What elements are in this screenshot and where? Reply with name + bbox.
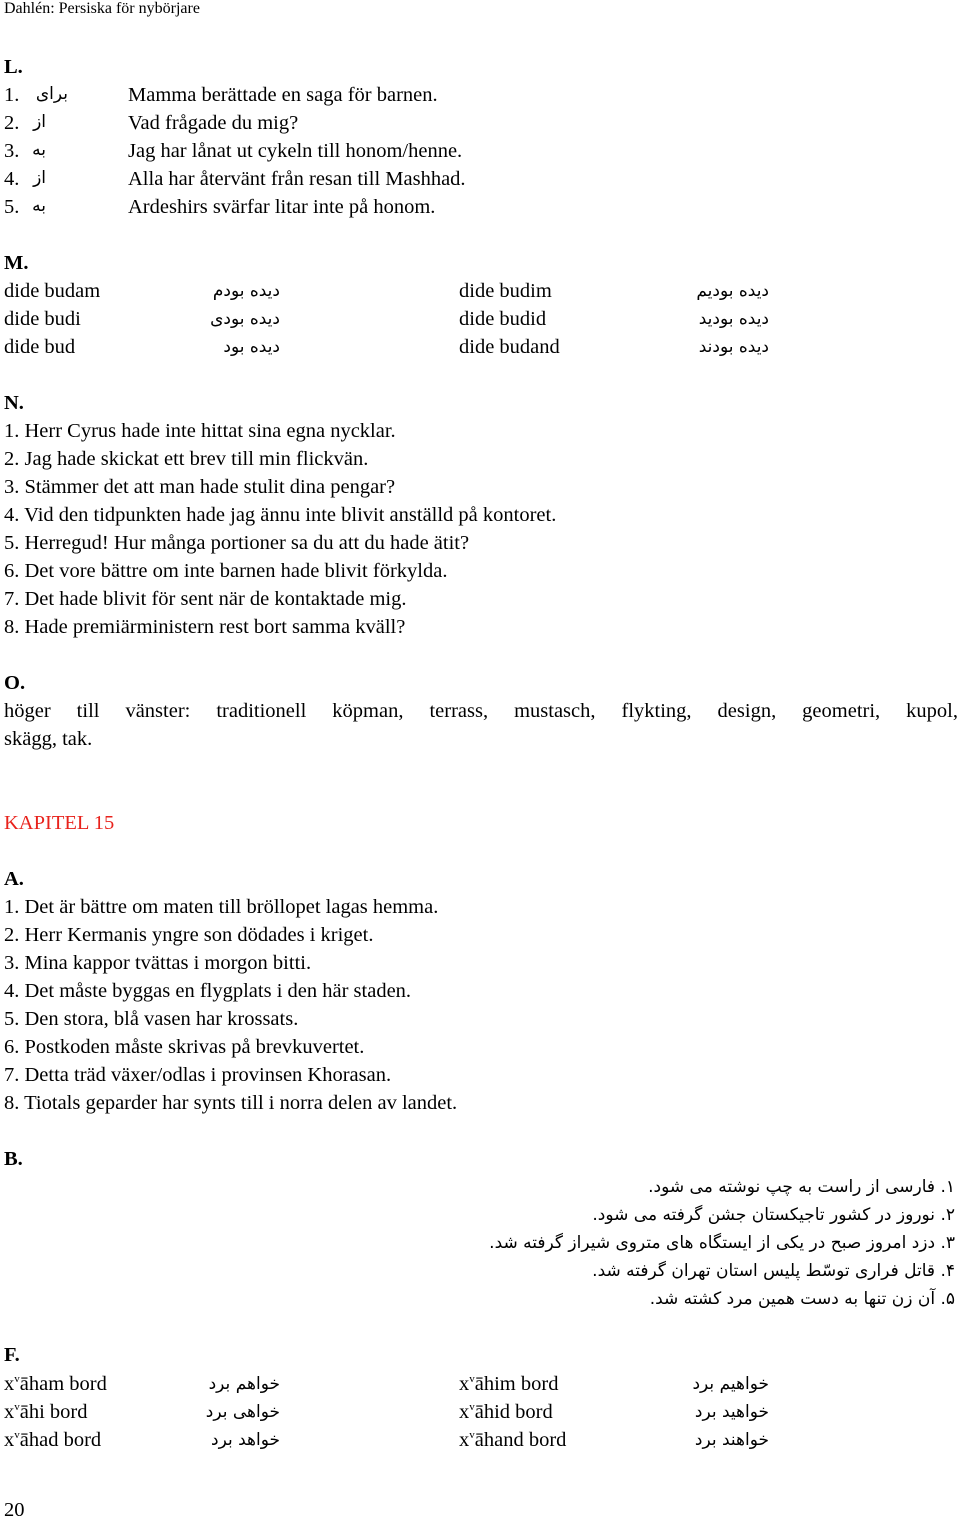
list-item: 2. Jag hade skickat ett brev till min flickvän. (4, 448, 369, 470)
section-title-n: N. (4, 392, 24, 414)
section-title-a: A. (4, 868, 24, 890)
persian-sentence: ۱. فارسی از راست به چپ نوشته می شود. (648, 1177, 955, 1197)
list-item: 8. Hade premiärministern rest bort samma kväll? (4, 616, 406, 638)
paragraph-line: skägg, tak. (4, 728, 93, 750)
transliteration: dide budim (459, 280, 552, 302)
section-title-f: F. (4, 1344, 20, 1366)
persian-verb: خواهیم برد (692, 1374, 769, 1394)
list-item: 8. Tiotals geparder har synts till i norra delen av landet. (4, 1092, 458, 1114)
list-item: 6. Det vore bättre om inte barnen hade blivit förkylda. (4, 560, 448, 582)
transliteration: dide budam (4, 280, 101, 302)
list-item: 4. Vid den tidpunkten hade jag ännu inte blivit anställd på kontoret. (4, 504, 557, 526)
list-item: 7. Det hade blivit för sent när de kontaktade mig. (4, 588, 407, 610)
list-item: 7. Detta träd växer/odlas i provinsen Khorasan. (4, 1064, 392, 1086)
list-item-text: Jag har lånat ut cykeln till honom/henne. (128, 140, 463, 162)
running-header: Dahlén: Persiska för nybörjare (4, 0, 200, 17)
persian-verb: خواهد برد (211, 1430, 280, 1450)
persian-verb: دیده بودی (210, 309, 280, 329)
list-item-number: 4. (4, 168, 20, 190)
list-item: 4. Det måste byggas en flygplats i den här staden. (4, 980, 412, 1002)
persian-verb: دیده بود (223, 337, 280, 357)
persian-sentence: ۲. نوروز در کشور تاجیکستان جشن گرفته می شود. (592, 1205, 955, 1225)
paragraph-line: höger till vänster: traditionell köpman, terrass, mustasch, flykting, design, geometri, kupol, (4, 700, 958, 722)
list-item-text: Alla har återvänt från resan till Mashhad. (128, 168, 466, 190)
section-title-o: O. (4, 672, 26, 694)
persian-sentence: ۴. قاتل فراری توسّط پلیس استان تهران گرفته شد. (592, 1261, 955, 1281)
section-title-m: M. (4, 252, 29, 274)
persian-preposition: از (33, 112, 46, 132)
persian-sentence: ۵. آن زن تنها به دست همین مرد کشته شد. (649, 1289, 955, 1309)
list-item: 3. Mina kappor tvättas i morgon bitti. (4, 952, 312, 974)
transliteration: dide budand (459, 336, 560, 358)
list-item: 5. Den stora, blå vasen har krossats. (4, 1008, 299, 1030)
list-item: 5. Herregud! Hur många portioner sa du att du hade ätit? (4, 532, 470, 554)
transliteration: $x^vāhad$ bord (4, 1429, 102, 1451)
list-item-number: 2. (4, 112, 20, 134)
list-item: 1. Herr Cyrus hade inte hittat sina egna nycklar. (4, 420, 396, 442)
persian-preposition: برای (35, 84, 68, 104)
list-item-text: Ardeshirs svärfar litar inte på honom. (128, 196, 436, 218)
list-item: 1. Det är bättre om maten till bröllopet lagas hemma. (4, 896, 439, 918)
persian-preposition: از (33, 168, 46, 188)
persian-verb: خواهید برد (694, 1402, 769, 1422)
list-item: 3. Stämmer det att man hade stulit dina pengar? (4, 476, 396, 498)
transliteration: $x^vāhim$ bord (459, 1373, 559, 1395)
transliteration: $x^vāhand$ bord (459, 1429, 567, 1451)
persian-verb: خواهی برد (205, 1402, 280, 1422)
transliteration: dide budid (459, 308, 547, 330)
chapter-heading: KAPITEL 15 (4, 812, 115, 834)
transliteration: dide bud (4, 336, 76, 358)
persian-verb: دیده بودید (698, 309, 769, 329)
section-title-b: B. (4, 1148, 23, 1170)
list-item-number: 5. (4, 196, 20, 218)
list-item: 6. Postkoden måste skrivas på brevkuvertet. (4, 1036, 365, 1058)
persian-preposition: به (32, 140, 46, 160)
persian-preposition: به (32, 196, 46, 216)
page-number: 20 (4, 1499, 25, 1521)
transliteration: $x^vāhi$ bord (4, 1401, 88, 1423)
persian-verb: دیده بودند (698, 337, 769, 357)
transliteration: $x^vāhid$ bord (459, 1401, 553, 1423)
transliteration: $x^vāham$ bord (4, 1373, 107, 1395)
list-item: 2. Herr Kermanis yngre son dödades i kriget. (4, 924, 374, 946)
persian-verb: دیده بودم (212, 281, 280, 301)
list-item-number: 1. (4, 84, 20, 106)
section-title-l: L. (4, 56, 23, 78)
transliteration: dide budi (4, 308, 81, 330)
persian-verb: خواهند برد (694, 1430, 769, 1450)
persian-verb: خواهم برد (208, 1374, 280, 1394)
list-item-text: Vad frågade du mig? (128, 112, 299, 134)
persian-sentence: ۳. دزد امروز صبح در یکی از ایستگاه های متروی شیراز گرفته شد. (489, 1233, 955, 1253)
persian-verb: دیده بودیم (696, 281, 769, 301)
list-item-text: Mamma berättade en saga för barnen. (128, 84, 438, 106)
list-item-number: 3. (4, 140, 20, 162)
